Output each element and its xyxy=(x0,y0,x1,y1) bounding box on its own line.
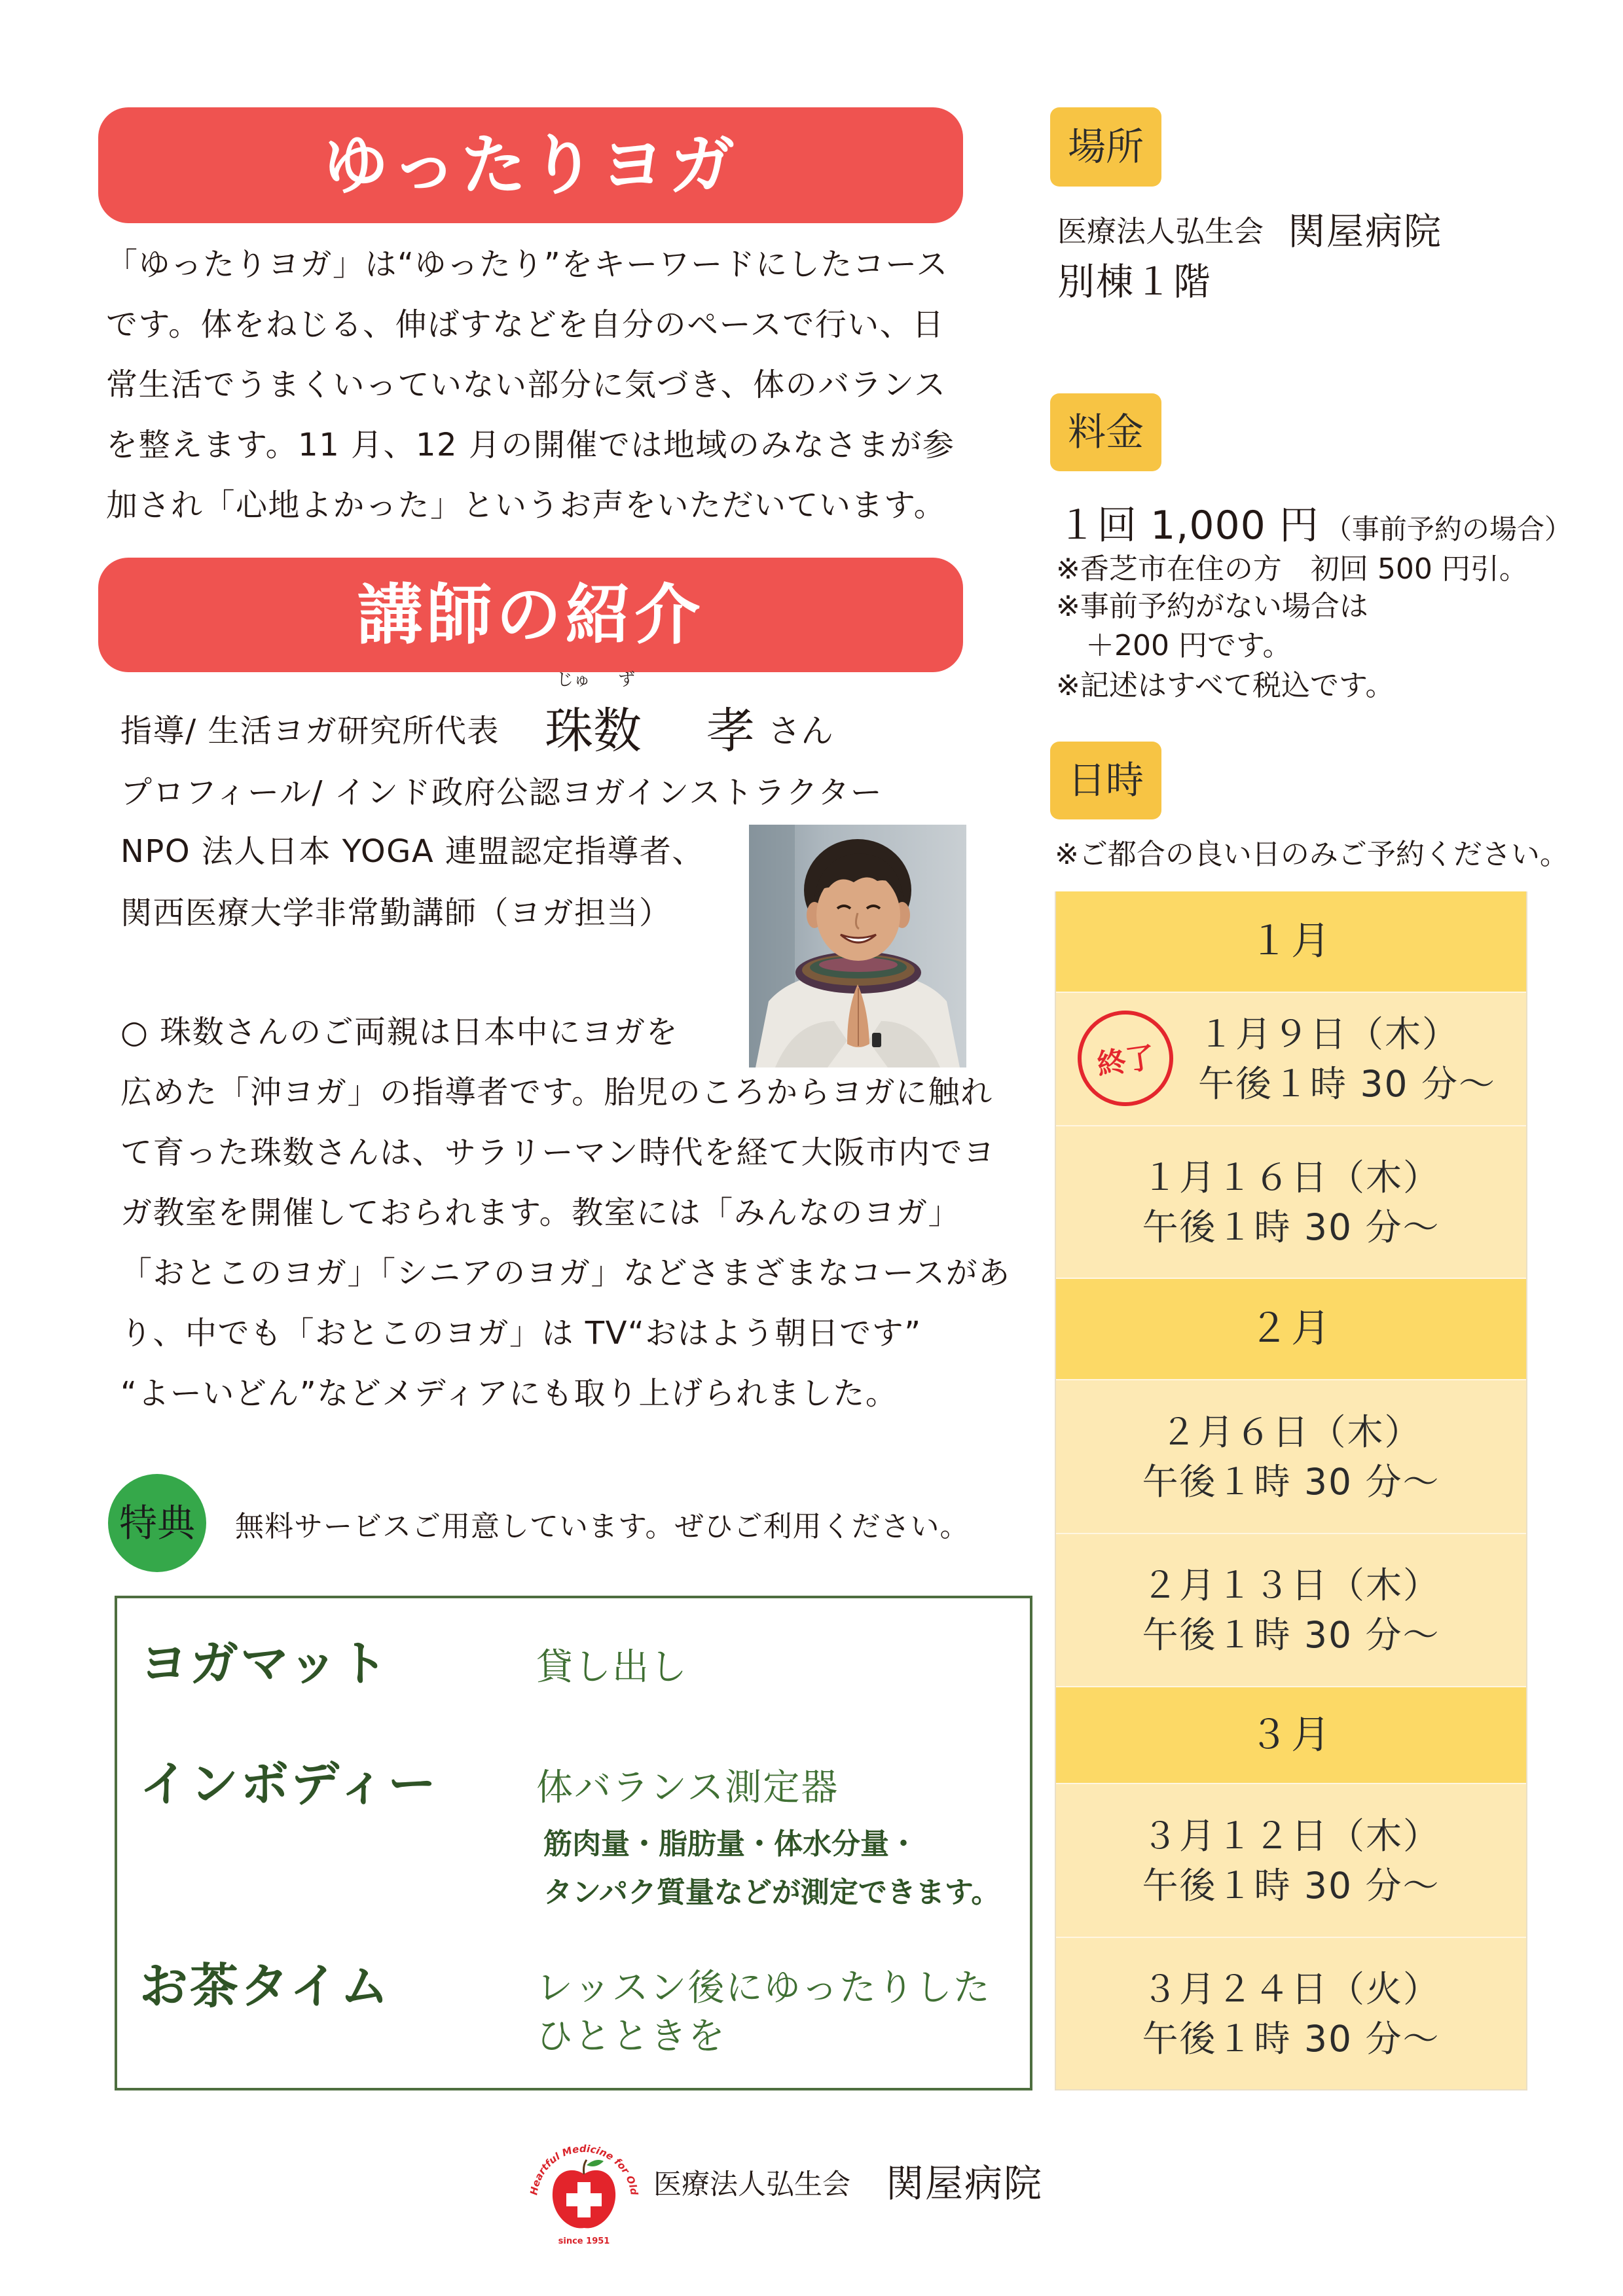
session-time: 午後１時 30 分〜 xyxy=(1142,1206,1440,1248)
description-line: 「ゆったりヨガ」は“ゆったり”をキーワードにしたコース xyxy=(106,246,949,283)
schedule-badge: 日時 xyxy=(1050,742,1161,819)
perk-desc: レッスン後にゆったりした xyxy=(536,1967,991,2009)
month-header-march: ３月 xyxy=(1056,1687,1526,1784)
session-row xyxy=(1056,1784,1526,1938)
course-title-banner: ゆったりヨガ xyxy=(98,107,963,223)
footer-org-name: 医療法人弘生会 xyxy=(653,2168,850,2201)
logo-since-text: since 1951 xyxy=(558,2236,610,2246)
session-date: ２月６日（木） xyxy=(1160,1410,1422,1453)
schedule-table xyxy=(1055,891,1527,2090)
fee-note: ※記述はすべて税込です。 xyxy=(1056,669,1395,702)
perk-name-inbody: インボディー xyxy=(139,1756,439,1812)
month-header-february: ２月 xyxy=(1056,1279,1526,1380)
bio-line: “よーいどん”などメディアにも取り上げられました。 xyxy=(120,1375,898,1412)
instructor-given-name: 孝 xyxy=(706,703,755,759)
location-hospital: 関屋病院 xyxy=(1288,210,1442,253)
perk-badge: 特典 xyxy=(108,1474,206,1572)
session-row xyxy=(1056,993,1526,1126)
session-row xyxy=(1056,1938,1526,2090)
course-description xyxy=(106,234,955,535)
perk-detail: タンパク質量などが測定できます。 xyxy=(543,1876,1000,1909)
fee-badge: 料金 xyxy=(1050,393,1161,471)
instructor-family-name: 珠数 xyxy=(545,703,642,759)
perk-desc: ひとときを xyxy=(536,2015,726,2058)
perk-name-yoga-mat: ヨガマット xyxy=(139,1636,390,1692)
session-text xyxy=(1142,1560,1440,1660)
perk-desc: 貸し出し xyxy=(536,1646,688,1689)
session-date: ２月１３日（木） xyxy=(1141,1564,1440,1606)
instructor-bio xyxy=(120,1002,1011,1424)
session-time: 午後１時 30 分〜 xyxy=(1198,1063,1496,1105)
bio-line: 「おとこのヨガ」「シニアのヨガ」などさまざまなコースがあ xyxy=(120,1255,1011,1291)
hospital-logo xyxy=(521,2131,647,2249)
session-time: 午後１時 30 分〜 xyxy=(1142,1614,1440,1656)
price-condition: （事前予約の場合） xyxy=(1324,513,1572,545)
schedule-note: ※ご都合の良い日のみご予約ください。 xyxy=(1055,838,1569,871)
session-text xyxy=(1142,1964,1440,2064)
perk-detail: 筋肉量・脂肪量・体水分量・ xyxy=(543,1827,918,1861)
instructor-section-banner: 講師の紹介 xyxy=(98,558,963,672)
session-date: １月９日（木） xyxy=(1198,1013,1460,1055)
month-header-january: １月 xyxy=(1056,891,1526,993)
session-time: 午後１時 30 分〜 xyxy=(1142,1460,1440,1503)
description-line: 常生活でうまくいっていない部分に気づき、体のバランス xyxy=(106,367,947,403)
bio-line: り、中でも「おとこのヨガ」は TV“おはよう朝日です” xyxy=(120,1315,922,1352)
profile-line: プロフィール/ インド政府公認ヨガインストラクター xyxy=(120,774,883,811)
profile-line: 関西医療大学非常勤講師（ヨガ担当） xyxy=(120,895,672,931)
session-text xyxy=(1142,1407,1440,1507)
session-text xyxy=(1198,1009,1496,1109)
description-line: を整えます。11 月、12 月の開催では地域のみなさまが参 xyxy=(106,427,955,463)
fee-note: ＋200 円です。 xyxy=(1085,629,1292,662)
description-line: です。体をねじる、伸ばすなどを自分のペースで行い、日 xyxy=(106,306,945,343)
session-text xyxy=(1142,1153,1440,1252)
session-row xyxy=(1056,1380,1526,1534)
instructor-role: 指導/ 生活ヨガ研究所代表 xyxy=(120,713,500,749)
session-row xyxy=(1056,1534,1526,1687)
session-date: ３月２４日（火） xyxy=(1141,1967,1440,2010)
logo-arc-textpath: Heartful Medicine for Old xyxy=(528,2142,640,2196)
perk-name-tea-time: お茶タイム xyxy=(139,1958,391,2015)
profile-line: NPO 法人日本 YOGA 連盟認定指導者、 xyxy=(120,833,704,870)
session-date: １月１６日（木） xyxy=(1141,1156,1440,1198)
bio-line: ガ教室を開催しておられます。教室には「みんなのヨガ」 xyxy=(120,1194,961,1231)
furigana-zu: ず xyxy=(618,670,636,690)
fee-note: ※事前予約がない場合は xyxy=(1056,590,1368,623)
session-row xyxy=(1056,1126,1526,1279)
furigana-ju: じゅ xyxy=(556,670,591,690)
perk-desc: 体バランス測定器 xyxy=(536,1767,839,1809)
bio-line: 広めた「沖ヨガ」の指導者です。胎児のころからヨガに触れ xyxy=(120,1074,993,1111)
footer-hospital-name: 関屋病院 xyxy=(886,2161,1044,2206)
fee-note: ※香芝市在住の方 初回 500 円引。 xyxy=(1056,552,1528,586)
bio-line: て育った珠数さんは、サラリーマン時代を経て大阪市内でヨ xyxy=(120,1134,996,1171)
session-date: ３月１２日（木） xyxy=(1141,1814,1440,1857)
stamp-label: 終了 xyxy=(1095,1041,1157,1082)
location-org: 医療法人弘生会 xyxy=(1057,214,1264,249)
session-time: 午後１時 30 分〜 xyxy=(1142,2017,1440,2060)
session-time: 午後１時 30 分〜 xyxy=(1142,1864,1440,1907)
bio-line: ○ 珠数さんのご両親は日本中にヨガを xyxy=(120,1014,679,1050)
price-amount: １回 1,000 円 xyxy=(1057,503,1319,548)
instructor-honorific: さん xyxy=(768,712,833,750)
location-badge: 場所 xyxy=(1050,107,1161,187)
finished-stamp xyxy=(1072,1005,1180,1113)
location-building: 別棟１階 xyxy=(1057,260,1212,304)
session-text xyxy=(1142,1811,1440,1910)
price-line xyxy=(1057,496,1572,555)
description-line: 加され「心地よかった」というお声をいただいています。 xyxy=(106,487,947,524)
perk-note: 無料サービスご用意しています。ぜひご利用ください。 xyxy=(235,1510,970,1543)
